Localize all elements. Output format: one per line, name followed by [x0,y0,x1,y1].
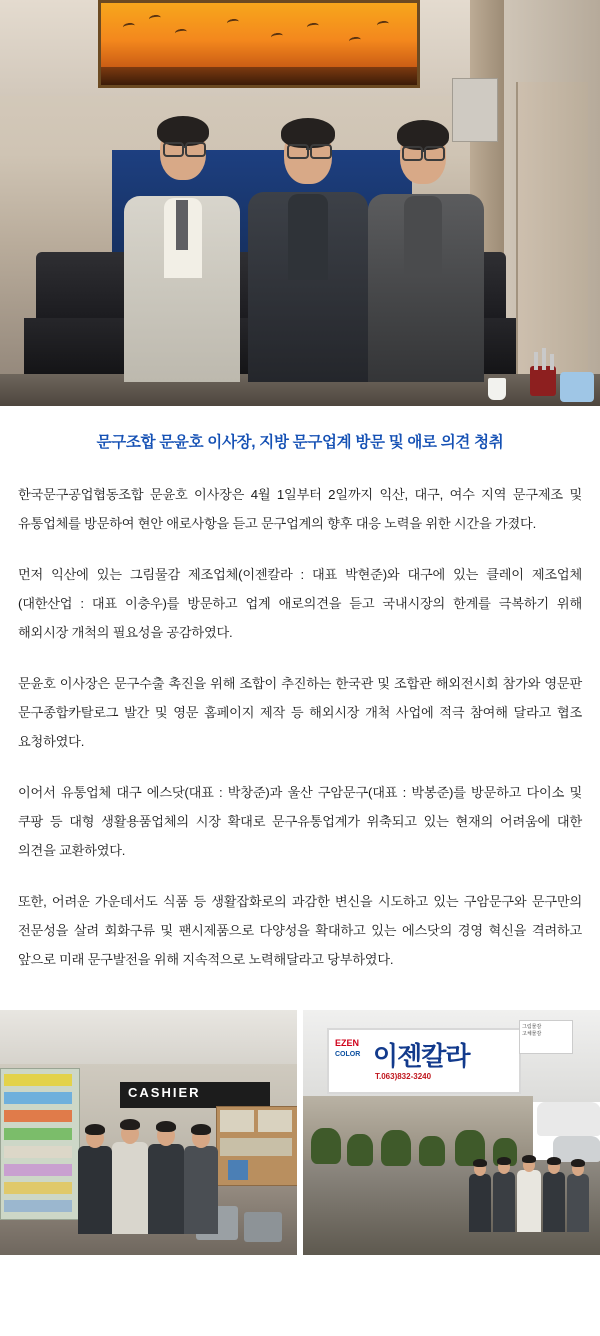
car [537,1102,600,1136]
door [516,82,588,382]
store-ceiling [0,1010,297,1064]
sign-main-text: 이젠칼라 [373,1040,470,1071]
sign-side-line2: 고체물감 [522,1030,542,1037]
sign-side-line1: 그림물감 [522,1023,542,1030]
wall-box [452,78,498,142]
plant [347,1134,373,1166]
store-visit-photo [0,1010,297,1255]
paragraph-5: 또한, 어려운 가운데서도 식품 등 생활잡화로의 과감한 변신을 시도하고 있는 구암문구와 문구만의 전문성을 살려 회화구류 및 팬시제품으로 다양성을 확대하고 있는 에스닷의 경영 혁신을 격려하고 앞으로 미래 문구발전을 위해 지속적으로 노력해달라고 당부하였다. [18,893,582,967]
glasses-icon [310,144,332,159]
birds-at-sunset-painting [98,0,420,88]
paragraph-4: 이어서 유통업체 대구 에스닷(대표 : 박창준)과 울산 구암문구(대표 : 박봉준)를 방문하고 다이소 및 쿠팡 등 대형 생활용품업체의 시장 확대로 문구유통업계가 위축되고 있는 현재의 어려움에 대한 의견을 교환하였다. [18,784,582,858]
sign-logo-sub: COLOR [335,1050,361,1058]
paper-cup [488,378,506,400]
cup-holder [530,366,556,396]
glasses-icon [185,142,206,157]
paragraph-2: 먼저 익산에 있는 그림물감 제조업체(이젠칼라 : 대표 박현준)와 대구에 있는 클레이 제조업체(대한산업 : 대표 이충우)를 방문하고 업계 애로의견을 듣고 국내시장의 한계를 극복하기 위해 해외시장 개척의 필요성을 공감하였다. [18,566,582,640]
shelf-left [0,1068,80,1220]
glasses-icon [424,146,445,161]
sign-side-board [519,1020,573,1054]
page-title: 문구조합 문윤호 이사장, 지방 문구업계 방문 및 애로 의견 청취 [96,434,504,451]
article-body [0,406,600,1006]
bottom-photo-row [0,1006,600,1255]
hero-photo [0,0,600,406]
paragraph-3: 문윤호 이사장은 문구수출 촉진을 위해 조합이 추진하는 한국관 및 조합관 해외전시회 참가와 영문판 문구종합카탈로그 발간 및 영문 홈페이지 제작 등 해외시장 개척 사업에 적극 참여해 달라고 협조 요청하였다. [18,675,582,749]
sign-logo-text: EZEN [335,1037,360,1048]
factory-sign-photo [303,1010,600,1255]
plant [419,1136,445,1166]
sign-phone: T.063)832-3240 [375,1071,432,1081]
company-signboard [327,1028,521,1094]
glasses-icon [163,142,184,157]
plant [381,1130,411,1166]
paragraph-1: 한국문구공업협동조합 문윤호 이사장은 4월 1일부터 2일까지 익산, 대구, 여수 지역 문구제조 및 유통업체를 방문하여 현안 애로사항을 듣고 문구업계의 향후 대응 노력을 위한 시간을 가졌다. [18,486,582,531]
glasses-icon [287,144,309,159]
car [553,1136,600,1162]
shopping-basket [244,1212,282,1242]
cashier-sign-label: CASHIER [128,1084,201,1100]
glasses-icon [402,146,423,161]
plant [311,1128,341,1164]
